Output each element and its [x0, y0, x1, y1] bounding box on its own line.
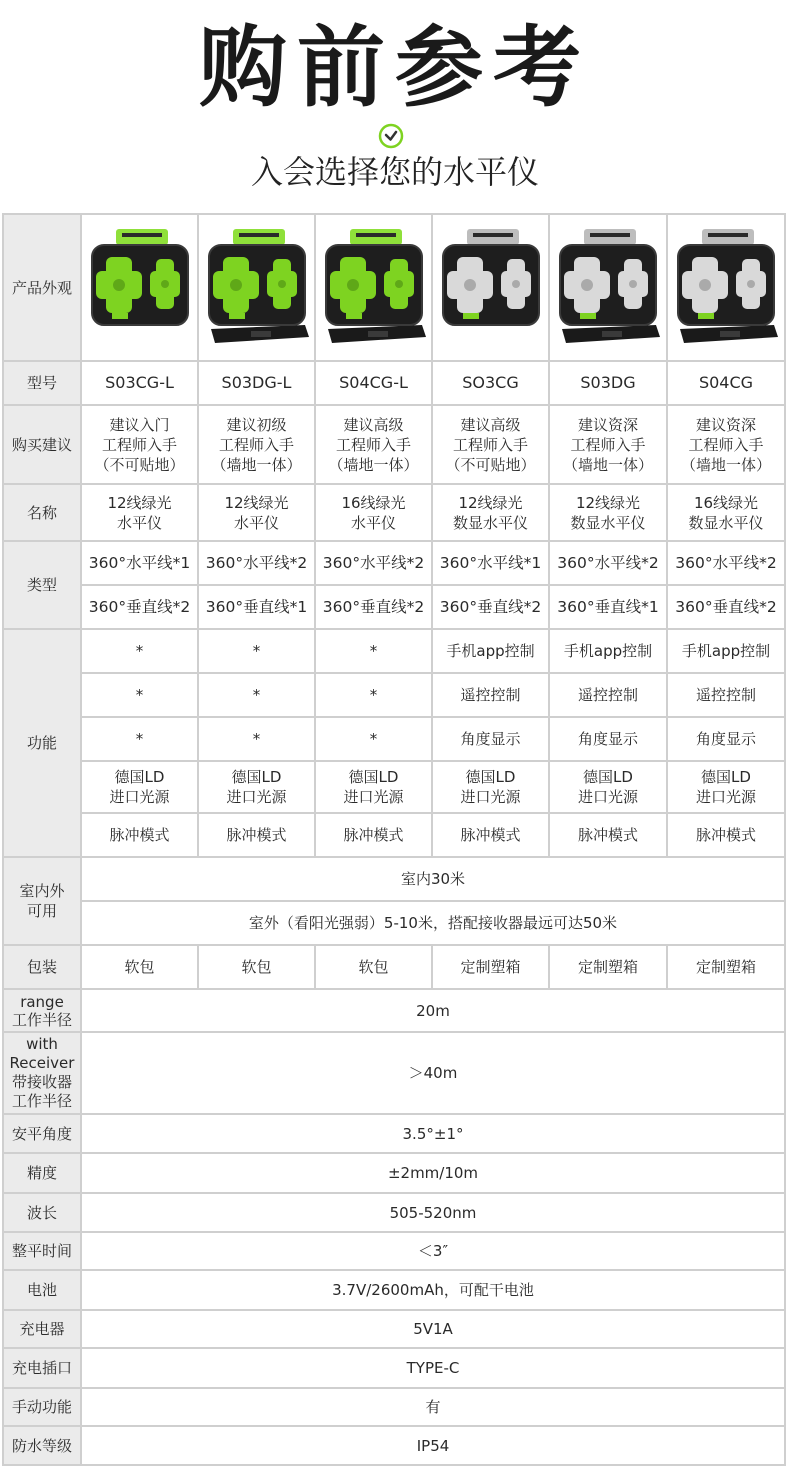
advice-cell: 建议初级 工程师入手 （墙地一体） [198, 405, 315, 484]
manual-cell: 有 [81, 1388, 785, 1426]
product-image-cell [315, 214, 432, 361]
table-row [3, 484, 785, 541]
horizontal-cell: 360°水平线*2 [667, 541, 785, 585]
function-cell: * [81, 673, 198, 717]
table-row [3, 214, 785, 361]
pack-cell: 定制塑箱 [667, 945, 785, 989]
model-cell: S03DG [549, 361, 667, 405]
table-row [3, 673, 785, 717]
label-type: 类型 [3, 541, 81, 629]
label-charger: 充电器 [3, 1310, 81, 1348]
function-cell: * [81, 717, 198, 761]
model-cell: S04CG-L [315, 361, 432, 405]
table-row [3, 1114, 785, 1153]
function-cell: * [198, 673, 315, 717]
table-row [3, 813, 785, 857]
function-cell: * [315, 673, 432, 717]
function-cell: 遥控控制 [667, 673, 785, 717]
table-row [3, 1310, 785, 1348]
label-receiver: with Receiver 带接收器 工作半径 [3, 1032, 81, 1114]
function-cell: 脉冲模式 [549, 813, 667, 857]
label-function: 功能 [3, 629, 81, 857]
vertical-cell: 360°垂直线*2 [81, 585, 198, 629]
function-cell: 手机app控制 [549, 629, 667, 673]
function-cell: * [81, 629, 198, 673]
label-inout: 室内外 可用 [3, 857, 81, 945]
check-circle-icon [378, 123, 404, 149]
pack-cell: 定制塑箱 [432, 945, 549, 989]
table-row [3, 761, 785, 813]
charger-cell: 5V1A [81, 1310, 785, 1348]
horizontal-cell: 360°水平线*2 [198, 541, 315, 585]
level-time-cell: ＜3″ [81, 1232, 785, 1270]
pack-cell: 软包 [81, 945, 198, 989]
function-cell: 角度显示 [549, 717, 667, 761]
table-row [3, 1348, 785, 1388]
function-cell: 德国LD 进口光源 [198, 761, 315, 813]
table-row [3, 1193, 785, 1232]
waterproof-cell: IP54 [81, 1426, 785, 1465]
vertical-cell: 360°垂直线*2 [667, 585, 785, 629]
table-row [3, 585, 785, 629]
page-title: 购前参考 [198, 16, 591, 119]
function-cell: 角度显示 [432, 717, 549, 761]
product-image [318, 219, 430, 357]
page-subtitle: 入会选择您的水平仪 [250, 153, 539, 191]
label-model: 型号 [3, 361, 81, 405]
function-cell: 脉冲模式 [667, 813, 785, 857]
label-wavelength: 波长 [3, 1193, 81, 1232]
wavelength-cell: 505-520nm [81, 1193, 785, 1232]
table-row [3, 717, 785, 761]
name-cell: 12线绿光 数显水平仪 [549, 484, 667, 541]
function-cell: * [198, 717, 315, 761]
advice-cell: 建议资深 工程师入手 （墙地一体） [549, 405, 667, 484]
horizontal-cell: 360°水平线*2 [315, 541, 432, 585]
label-port: 充电插口 [3, 1348, 81, 1388]
product-image-cell [549, 214, 667, 361]
table-row [3, 1388, 785, 1426]
product-image [670, 219, 782, 357]
product-image [201, 219, 313, 357]
model-cell: S03DG-L [198, 361, 315, 405]
function-cell: 德国LD 进口光源 [315, 761, 432, 813]
horizontal-cell: 360°水平线*1 [81, 541, 198, 585]
table-row [3, 1270, 785, 1310]
name-cell: 16线绿光 数显水平仪 [667, 484, 785, 541]
function-cell: * [315, 717, 432, 761]
label-battery: 电池 [3, 1270, 81, 1310]
product-image-cell [667, 214, 785, 361]
function-cell: 德国LD 进口光源 [667, 761, 785, 813]
precision-cell: ±2mm/10m [81, 1153, 785, 1193]
level-angle-cell: 3.5°±1° [81, 1114, 785, 1153]
function-cell: 德国LD 进口光源 [81, 761, 198, 813]
table-row [3, 1232, 785, 1270]
function-cell: 脉冲模式 [198, 813, 315, 857]
model-cell: S03CG-L [81, 361, 198, 405]
name-cell: 16线绿光 水平仪 [315, 484, 432, 541]
horizontal-cell: 360°水平线*1 [432, 541, 549, 585]
label-manual: 手动功能 [3, 1388, 81, 1426]
table-row [3, 361, 785, 405]
model-cell: SO3CG [432, 361, 549, 405]
function-cell: * [315, 629, 432, 673]
product-image [435, 219, 547, 357]
range-cell: 20m [81, 989, 785, 1032]
product-image [84, 219, 196, 357]
label-name: 名称 [3, 484, 81, 541]
receiver-cell: ＞40m [81, 1032, 785, 1114]
function-cell: 脉冲模式 [432, 813, 549, 857]
label-level-time: 整平时间 [3, 1232, 81, 1270]
function-cell: 德国LD 进口光源 [432, 761, 549, 813]
label-appearance: 产品外观 [3, 214, 81, 361]
label-precision: 精度 [3, 1153, 81, 1193]
function-cell: 遥控控制 [432, 673, 549, 717]
model-cell: S04CG [667, 361, 785, 405]
function-cell: 遥控控制 [549, 673, 667, 717]
function-cell: 手机app控制 [667, 629, 785, 673]
indoor-cell: 室内30米 [81, 857, 785, 901]
name-cell: 12线绿光 数显水平仪 [432, 484, 549, 541]
label-advice: 购买建议 [3, 405, 81, 484]
product-image [552, 219, 664, 357]
vertical-cell: 360°垂直线*2 [432, 585, 549, 629]
name-cell: 12线绿光 水平仪 [198, 484, 315, 541]
table-row [3, 945, 785, 989]
pack-cell: 软包 [315, 945, 432, 989]
table-row [3, 405, 785, 484]
function-cell: 脉冲模式 [315, 813, 432, 857]
advice-cell: 建议入门 工程师入手 （不可贴地） [81, 405, 198, 484]
table-row [3, 857, 785, 901]
horizontal-cell: 360°水平线*2 [549, 541, 667, 585]
name-cell: 12线绿光 水平仪 [81, 484, 198, 541]
product-image-cell [198, 214, 315, 361]
label-waterproof: 防水等级 [3, 1426, 81, 1465]
function-cell: * [198, 629, 315, 673]
vertical-cell: 360°垂直线*1 [549, 585, 667, 629]
port-cell: TYPE-C [81, 1348, 785, 1388]
label-range: range 工作半径 [3, 989, 81, 1032]
function-cell: 德国LD 进口光源 [549, 761, 667, 813]
table-row [3, 1426, 785, 1465]
advice-cell: 建议高级 工程师入手 （墙地一体） [315, 405, 432, 484]
advice-cell: 建议资深 工程师入手 （墙地一体） [667, 405, 785, 484]
table-row [3, 1032, 785, 1114]
table-row [3, 541, 785, 585]
pack-cell: 定制塑箱 [549, 945, 667, 989]
table-row [3, 901, 785, 945]
product-image-cell [432, 214, 549, 361]
label-packaging: 包装 [3, 945, 81, 989]
spec-table [2, 213, 786, 1466]
battery-cell: 3.7V/2600mAh，可配干电池 [81, 1270, 785, 1310]
advice-cell: 建议高级 工程师入手 （不可贴地） [432, 405, 549, 484]
pack-cell: 软包 [198, 945, 315, 989]
function-cell: 手机app控制 [432, 629, 549, 673]
table-row [3, 989, 785, 1032]
label-level-angle: 安平角度 [3, 1114, 81, 1153]
outdoor-cell: 室外（看阳光强弱）5-10米，搭配接收器最远可达50米 [81, 901, 785, 945]
vertical-cell: 360°垂直线*2 [315, 585, 432, 629]
table-row [3, 1153, 785, 1193]
table-row [3, 629, 785, 673]
function-cell: 角度显示 [667, 717, 785, 761]
function-cell: 脉冲模式 [81, 813, 198, 857]
vertical-cell: 360°垂直线*1 [198, 585, 315, 629]
product-image-cell [81, 214, 198, 361]
